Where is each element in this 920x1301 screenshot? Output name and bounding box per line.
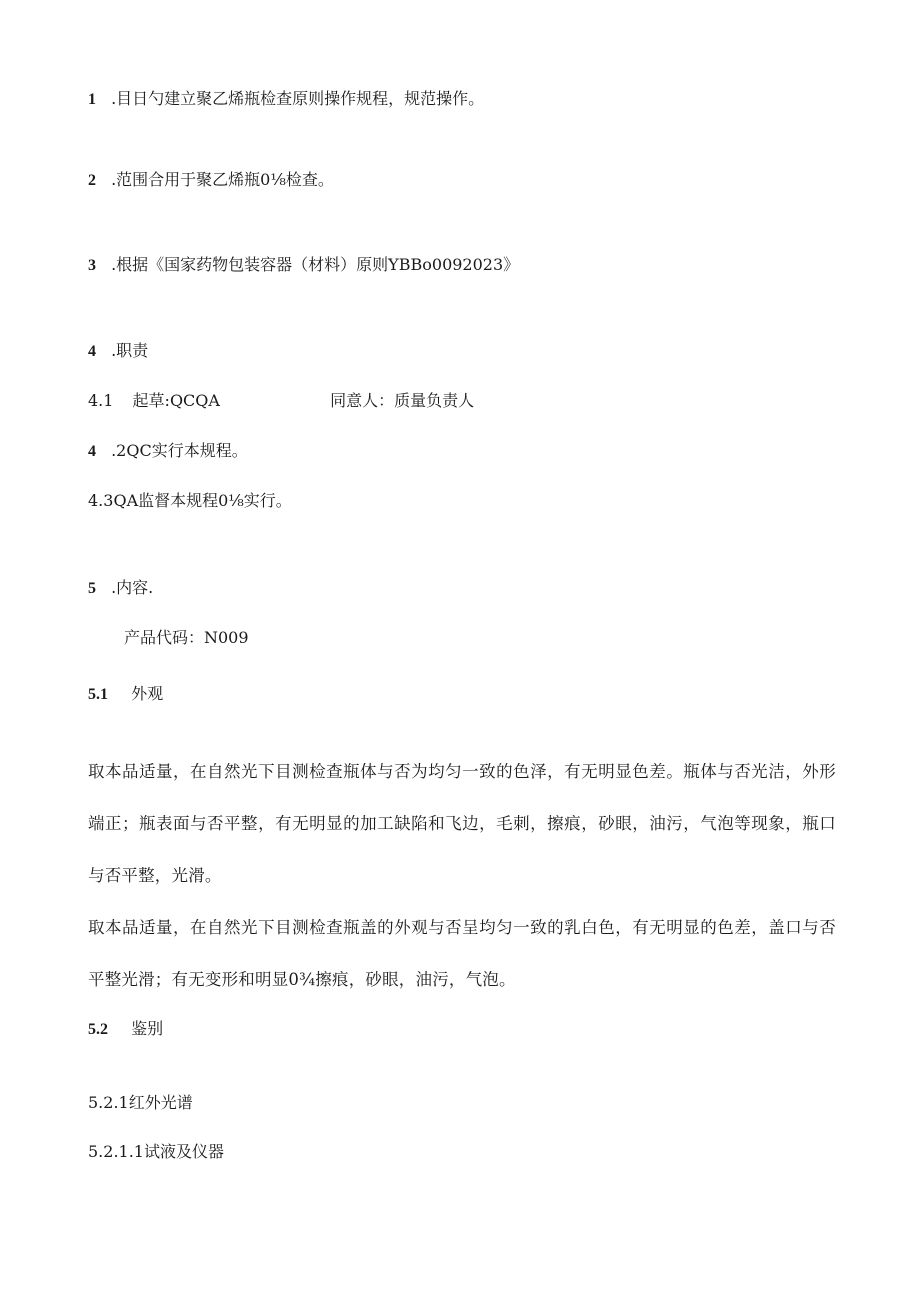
section-5-1-title: 外观 [131, 684, 164, 703]
section-5 [88, 578, 153, 599]
section-5-2-title: 鉴别 [131, 1019, 164, 1038]
section-5-1-number: 5.1 [88, 686, 108, 703]
section-5-2-number: 5.2 [88, 1021, 108, 1038]
section-4-1 [88, 391, 474, 411]
section-4-2-text: .2QC实行本规程。 [111, 441, 248, 460]
section-4-number: 4 [88, 343, 96, 360]
section-5-1 [88, 684, 163, 705]
appearance-paragraph-cap: 取本品适量，在自然光下目测检查瓶盖的外观与否呈均匀一致的乳白色，有无明显的色差，盖口与否平整光滑；有无变形和明显0¾擦痕，砂眼，油污，气泡。 [88, 918, 836, 989]
section-1-text: .目日勺建立聚乙烯瓶检查原则操作规程，规范操作。 [111, 89, 485, 108]
section-2-number: 2 [88, 172, 96, 189]
product-code: 产品代码：N009 [124, 628, 249, 647]
section-2 [88, 170, 334, 191]
section-3-text: .根据《国家药物包装容器（材料）原则YBBo0092023》 [111, 255, 520, 274]
section-5-2 [88, 1019, 163, 1040]
section-3-number: 3 [88, 257, 96, 274]
section-4 [88, 341, 148, 362]
drafter: 起草:QCQA [132, 391, 220, 410]
section-5-2-1: 5.2.1红外光谱 [88, 1093, 193, 1112]
section-4-3-text: 4.3QA监督本规程0⅛实行。 [88, 491, 292, 510]
section-3 [88, 255, 519, 276]
section-4-1-number: 4.1 [88, 391, 114, 410]
section-4-2-number: 4 [88, 443, 96, 460]
section-1-number: 1 [88, 91, 96, 108]
section-5-2-1-1: 5.2.1.1试液及仪器 [88, 1142, 224, 1161]
approver: 同意人：质量负责人 [330, 391, 475, 410]
section-4-text: .职责 [111, 341, 149, 360]
section-2-text: .范围合用于聚乙烯瓶0⅛检查。 [111, 170, 334, 189]
section-5-number: 5 [88, 580, 96, 597]
section-4-3 [88, 491, 292, 511]
appearance-paragraph-bottle: 取本品适量，在自然光下目测检查瓶体与否为均匀一致的色泽，有无明显色差。瓶体与否光洁，外形端正；瓶表面与否平整，有无明显的加工缺陷和飞边，毛刺，擦痕，砂眼，油污，气泡等现象，瓶口与否平整，光滑。 [88, 762, 836, 885]
section-5-text: .内容. [111, 578, 154, 597]
section-1 [88, 89, 484, 110]
section-4-2 [88, 441, 248, 462]
